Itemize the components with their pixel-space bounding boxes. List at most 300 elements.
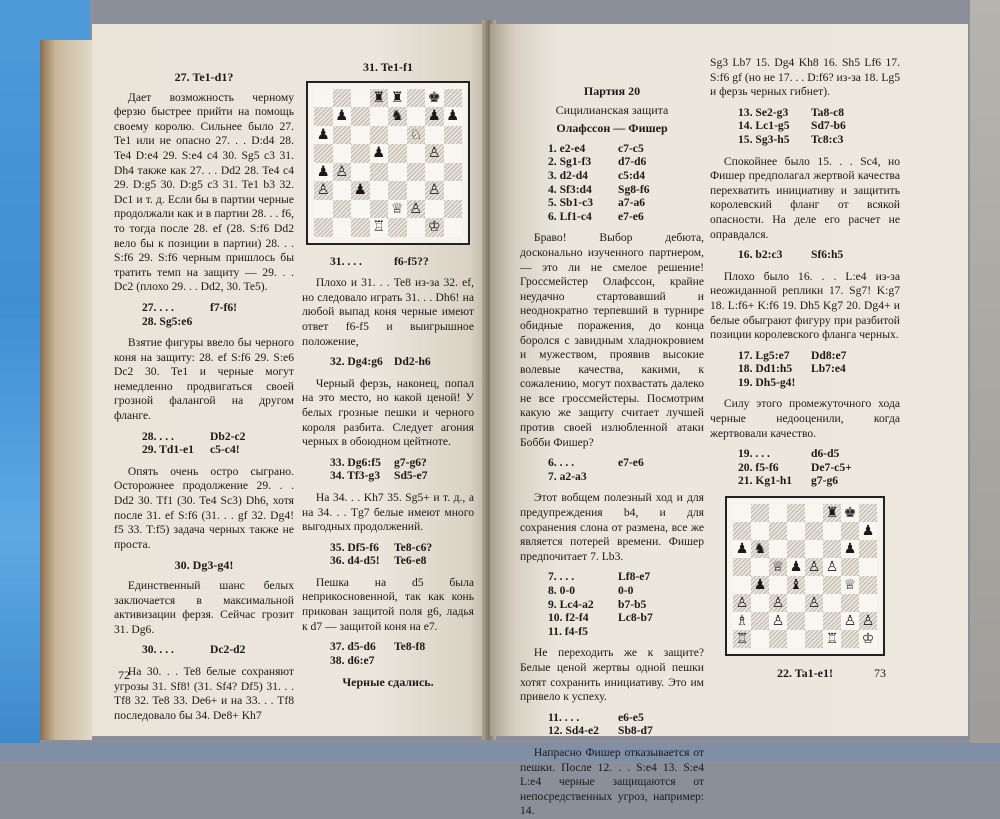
- board-square: [425, 89, 444, 108]
- white-move: 32. Dg4:g6: [330, 355, 383, 369]
- move-list: [710, 349, 900, 390]
- black-move: [612, 470, 704, 484]
- paragraph: Этот вобщем полезный ход и для предупреждения b4, и для сохранения слона от размена, все же является потерей времени. Фишер предпочитает 7. Lb3.: [520, 491, 704, 563]
- board-square: [769, 576, 787, 594]
- white-move: 19. Dh5-g4!: [738, 375, 796, 389]
- black-move: Db2-c2: [210, 429, 246, 443]
- chess-piece-icon: ♟: [735, 541, 749, 557]
- board-square: [751, 504, 769, 522]
- chess-piece-icon: ♖: [735, 631, 749, 647]
- white-move: 7. a2-a3: [548, 469, 587, 483]
- board-square: [733, 558, 751, 576]
- chess-piece-icon: ♙: [771, 595, 785, 611]
- chess-piece-icon: ♕: [390, 200, 404, 217]
- board-square: [859, 576, 877, 594]
- game-title: Партия 20: [583, 84, 641, 98]
- board-square: [841, 504, 859, 522]
- white-move: 16. b2:c3: [738, 248, 783, 262]
- board-square: [769, 522, 787, 540]
- board-square: [351, 89, 370, 108]
- white-move: 18. Dd1:h5: [738, 362, 793, 376]
- board-square: [314, 144, 333, 163]
- chess-piece-icon: ♙: [316, 182, 330, 199]
- move-list: [520, 456, 704, 483]
- board-square: [333, 163, 352, 182]
- board-square: [444, 144, 463, 163]
- background-right: [970, 0, 1000, 761]
- black-move: c5:d4: [618, 168, 646, 182]
- board-square: [823, 576, 841, 594]
- board-square: [314, 163, 333, 182]
- board-square: [407, 181, 426, 200]
- board-square: [407, 126, 426, 145]
- white-move: 6. . . .: [548, 456, 575, 470]
- white-move: 37. d5-d6: [330, 640, 376, 654]
- black-move: Lb7:e4: [811, 362, 846, 376]
- black-move: b7-b5: [618, 597, 647, 611]
- board-square: [733, 630, 751, 648]
- board-square: [769, 630, 787, 648]
- board-square: [351, 144, 370, 163]
- board-square: [333, 200, 352, 219]
- board-square: [841, 576, 859, 594]
- move-heading: Черные сдались.: [342, 675, 434, 690]
- move-list: [302, 640, 474, 667]
- white-move: 35. Df5-f6: [330, 540, 379, 554]
- chess-piece-icon: ♟: [353, 182, 367, 199]
- board-square: [388, 218, 407, 237]
- move-heading: 22. Ta1-e1!: [776, 666, 833, 681]
- board-square: [733, 540, 751, 558]
- chess-piece-icon: ♙: [735, 595, 749, 611]
- chess-piece-icon: ♙: [427, 145, 441, 162]
- board-square: [859, 522, 877, 540]
- chess-piece-icon: ♟: [446, 108, 460, 125]
- board-square: [769, 612, 787, 630]
- chess-piece-icon: ♜: [825, 505, 839, 521]
- black-move: Sb8-d7: [618, 724, 653, 738]
- chess-piece-icon: ♝: [789, 577, 803, 593]
- board-square: [314, 200, 333, 219]
- white-move: 20. f5-f6: [738, 460, 779, 474]
- white-move: 14. Lc1-g5: [738, 119, 790, 133]
- chess-piece-icon: ♞: [390, 108, 404, 125]
- board-square: [351, 126, 370, 145]
- paragraph: Напрасно Фишер отказывается от пешки. После 12. . . S:e4 13. S:e4 L:e4 черные защищаются от непосредственных угроз, например: 14.: [520, 745, 704, 818]
- black-move: c5-c4!: [210, 443, 240, 457]
- board-square: [751, 522, 769, 540]
- board-square: [859, 504, 877, 522]
- board-square: [733, 504, 751, 522]
- page-number-right: 73: [874, 666, 886, 680]
- move-list: [114, 301, 294, 328]
- board-square: [859, 540, 877, 558]
- white-move: 30. . . .: [142, 643, 174, 657]
- black-move: e6-e5: [618, 710, 644, 724]
- white-move: 17. Lg5:e7: [738, 348, 790, 362]
- black-move: 0-0: [618, 584, 634, 597]
- board-square: [823, 630, 841, 648]
- paragraph: Не переходить же к защите? Белые ценой жертвы одной пешки хотят сохранить инициативу. Это им привело к успеху.: [520, 646, 704, 704]
- game-title: Сицилианская защита: [555, 102, 669, 117]
- board-square: [823, 540, 841, 558]
- board-square: [751, 612, 769, 630]
- board-square: [351, 200, 370, 219]
- board-square: [823, 504, 841, 522]
- board-square: [370, 218, 389, 237]
- board-square: [407, 163, 426, 182]
- chess-piece-icon: ♕: [843, 577, 857, 593]
- left-page-column-2: [302, 54, 474, 696]
- board-square: [733, 612, 751, 630]
- board-square: [351, 181, 370, 200]
- paragraph: Дает возможность черному ферзю быстрее прийти на помощь своему королю. Сильнее было 27. Te1 или не опасно 27. . . D:d4 28. Te4 D:e4 29. S:e4 c4 30. Sg5 c3 31. Dh4 также как 27. . . Dd2 28. Te4 c4 29. D:g5 30. D:g5 c3 31. Te1 b3 32. Dc1 и т. д. Если бы в партии черные продолжали как и в партии 28. . . f6, то тогда после 28. ef (28. S:f6 Dd2 вело бы к позиции в партии) 28. . . S:f6 29. S:f6 черным пришлось бы тратить темп на защиту — 29. . . Dc2 (плохо 29. . . Dd2, 30. Te5).: [114, 90, 294, 294]
- page-number-left: 72: [118, 668, 130, 682]
- paragraph: Спокойнее было 15. . . Sc4, но Фишер предполагал жертвой качества перехватить инициативу и защитить королевский фланг от всякой опасности. На деле его расчет не оправдался.: [710, 154, 900, 241]
- black-move: e7-e6: [618, 209, 644, 223]
- board-square: [407, 89, 426, 108]
- right-page-column-2: [710, 56, 900, 687]
- chess-board-board2: [725, 496, 885, 656]
- black-move: a7-a6: [618, 196, 646, 210]
- board-square: [769, 540, 787, 558]
- chess-piece-icon: ♚: [843, 505, 857, 521]
- move-list: [302, 355, 474, 369]
- move-heading: 31. Te1-f1: [362, 60, 413, 74]
- white-move: 5. Sb1-c3: [548, 196, 594, 210]
- white-move: 34. Tf3-g3: [330, 469, 381, 483]
- board-square: [351, 107, 370, 126]
- white-move: 8. 0-0: [548, 584, 576, 597]
- move-list: [302, 255, 474, 269]
- board-square: [823, 612, 841, 630]
- board-square: [444, 218, 463, 237]
- black-move: Tc8:c3: [811, 132, 844, 146]
- black-move: Ta8-c8: [811, 105, 845, 119]
- chess-piece-icon: ♙: [843, 613, 857, 629]
- board-square: [787, 630, 805, 648]
- paragraph: На 34. . . Kh7 35. Sg5+ и т. д., а на 34. . . Tg7 белые имеют много выгодных продолжений.: [302, 490, 474, 534]
- board-square: [425, 126, 444, 145]
- paragraph: Пешка на d5 была неприкосновенной, так как конь прикован защитой поля g6, ладья к d7 — защитой коня на e7.: [302, 575, 474, 633]
- white-move: 21. Kg1-h1: [738, 474, 793, 488]
- white-move: 31. . . .: [330, 254, 362, 268]
- chess-piece-icon: ♜: [390, 89, 404, 106]
- board-square: [314, 89, 333, 108]
- chess-piece-icon: ♟: [843, 541, 857, 557]
- board-square: [444, 107, 463, 126]
- black-move: Dc2-d2: [210, 643, 246, 657]
- white-move: 33. Dg6:f5: [330, 455, 381, 469]
- paragraph: Взятие фигуры ввело бы черного коня на защиту: 28. ef S:f6 29. S:e6 Dc2 30. Te1 и черные могут немедленно продвигаться своей грозной фалангой на другом фланге.: [114, 336, 294, 423]
- board-square: [823, 522, 841, 540]
- board-square: [787, 612, 805, 630]
- board-square: [314, 107, 333, 126]
- board-square: [351, 218, 370, 237]
- black-move: g7-g6: [811, 474, 839, 488]
- black-move: d6-d5: [811, 447, 840, 461]
- black-move: [612, 625, 704, 639]
- board-square: [388, 181, 407, 200]
- move-list: [710, 106, 900, 147]
- board-square: [733, 522, 751, 540]
- board-square: [769, 558, 787, 576]
- board-square: [388, 107, 407, 126]
- paragraph: На 30. . . Te8 белые сохраняют угрозы 31. Sf8! (31. Sf4? Df5) 31. . . Tf8 32. Te8 33. De6+ и на 33. . . Tf8 последовало бы 34. De8+ Kh7: [114, 664, 294, 722]
- move-heading: 30. Dg3-g4!: [174, 558, 234, 573]
- move-heading: 27. Te1-d1?: [174, 70, 234, 84]
- white-move: 12. Sd4-e2: [548, 724, 599, 738]
- paragraph: Единственный шанс белых заключается в максимальной активизации ферзя. Сейчас грозит 31. Dg6.: [114, 579, 294, 636]
- board-square: [444, 163, 463, 182]
- board-square: [859, 558, 877, 576]
- black-move: Sg8-f6: [618, 182, 650, 196]
- chess-piece-icon: ♟: [316, 126, 330, 143]
- board-square: [787, 540, 805, 558]
- black-move: f7-f6!: [210, 300, 238, 314]
- black-move: De7-c5+: [811, 460, 852, 474]
- paragraph: Плохо было 16. . . L:e4 из-за неожиданной реплики 17. Sg7! K:g7 18. L:f6+ K:f6 19. Dh5 Kg7 20. Dg4+ и белые обыграют фигуру при разбитой позиции королевского фланга черных.: [710, 269, 900, 342]
- chess-piece-icon: ♟: [335, 108, 349, 125]
- move-list: [302, 456, 474, 483]
- white-move: 9. Lc4-a2: [548, 597, 594, 611]
- white-move: 19. . . .: [738, 447, 770, 461]
- left-page: [92, 24, 490, 736]
- board-square: [333, 144, 352, 163]
- board-square: [787, 504, 805, 522]
- chess-piece-icon: ♙: [335, 163, 349, 180]
- black-move: Lc8-b7: [618, 611, 653, 625]
- board-square: [351, 163, 370, 182]
- book-left-edge: [40, 40, 92, 740]
- chess-piece-icon: ♔: [427, 219, 441, 236]
- right-page-column-1: [520, 84, 704, 819]
- board-square: [841, 612, 859, 630]
- board-square: [388, 163, 407, 182]
- chess-piece-icon: ♟: [316, 163, 330, 180]
- board-square: [751, 558, 769, 576]
- board-square: [425, 218, 444, 237]
- move-list: [114, 643, 294, 657]
- board-square: [425, 107, 444, 126]
- board-square: [407, 218, 426, 237]
- chess-piece-icon: ♚: [427, 89, 441, 106]
- black-move: [388, 654, 474, 668]
- board-square: [388, 89, 407, 108]
- board-square: [805, 540, 823, 558]
- board-square: [425, 181, 444, 200]
- board-square: [444, 89, 463, 108]
- move-list: [520, 142, 704, 224]
- board-square: [333, 218, 352, 237]
- white-move: 10. f2-f4: [548, 611, 589, 625]
- board-square: [823, 594, 841, 612]
- board-square: [370, 107, 389, 126]
- board-square: [425, 144, 444, 163]
- board-square: [805, 630, 823, 648]
- board-square: [859, 630, 877, 648]
- chess-piece-icon: ♖: [372, 219, 386, 236]
- white-move: 6. Lf1-c4: [548, 209, 592, 223]
- board-square: [769, 594, 787, 612]
- black-move: f6-f5??: [394, 254, 429, 268]
- board-square: [370, 181, 389, 200]
- board-square: [751, 630, 769, 648]
- board-square: [733, 594, 751, 612]
- white-move: 7. . . .: [548, 570, 575, 584]
- board-square: [751, 594, 769, 612]
- chess-piece-icon: ♟: [372, 145, 386, 162]
- white-move: 36. d4-d5!: [330, 554, 380, 568]
- white-move: 4. Sf3:d4: [548, 182, 592, 196]
- board-square: [805, 576, 823, 594]
- board-square: [859, 612, 877, 630]
- board-square: [333, 107, 352, 126]
- board-square: [370, 89, 389, 108]
- right-page: [490, 24, 968, 818]
- paragraph: Черный ферзь, наконец, попал на это место, но какой ценой! У белых грозные пешки и черного короля разбита. Следует агония черных в обоюдном цейтноте.: [302, 376, 474, 449]
- game-title: Олафссон — Фишер: [556, 121, 668, 136]
- white-move: 28. . . .: [142, 429, 174, 443]
- chess-board-board1: [306, 81, 470, 245]
- black-move: d7-d6: [618, 155, 647, 169]
- paragraph: Браво! Выбор дебюта, досконально изученного партнером, — это ли не смелое решение! Гроссмейстер Олафссон, крайне неудачно стартовавший и неоднократно терпевший в турнире обидные поражения, до конца боролся с завидным хладнокровием и мужеством, проявив высокие волевые качества, какими, к сожалению, могут похвастать далеко не все гроссмейстеры. Посмотрим какую же защиту считает лучшей против своей излюбленной атаки Бобби Фишер?: [520, 231, 704, 449]
- paragraph: Силу этого промежуточного хода черные недооценили, когда жертвовали качество.: [710, 397, 900, 440]
- move-list: [710, 447, 900, 488]
- black-move: c7-c5: [618, 141, 644, 155]
- black-move: [805, 376, 900, 390]
- paragraph: Плохо и 31. . . Te8 из-за 32. ef, но следовало играть 31. . . Dh6! на любой выпад коня черные имеют ответ f6-f5 и выигрышное положение,: [302, 276, 474, 348]
- left-page-column-1: [114, 64, 294, 723]
- board-square: [805, 558, 823, 576]
- board-square: [805, 594, 823, 612]
- white-move: 27. . . .: [142, 300, 174, 314]
- board-square: [787, 576, 805, 594]
- board-square: [859, 594, 877, 612]
- background-blue-fabric: [0, 0, 40, 761]
- board-square: [733, 576, 751, 594]
- chess-piece-icon: ♙: [771, 613, 785, 629]
- board-wrapper: [710, 496, 900, 656]
- chess-piece-icon: ♜: [372, 89, 386, 106]
- board-grid: [733, 504, 877, 648]
- board-square: [388, 200, 407, 219]
- move-list: [520, 711, 704, 738]
- board-square: [841, 540, 859, 558]
- board-square: [333, 181, 352, 200]
- board-square: [787, 558, 805, 576]
- board-square: [388, 126, 407, 145]
- white-move: 3. d2-d4: [548, 168, 588, 182]
- chess-piece-icon: ♟: [861, 523, 875, 539]
- board-square: [823, 558, 841, 576]
- white-move: 11. . . .: [548, 710, 580, 724]
- board-square: [314, 126, 333, 145]
- black-move: Te6-e8: [394, 554, 427, 568]
- board-square: [444, 181, 463, 200]
- board-grid: [314, 89, 462, 237]
- board-square: [407, 144, 426, 163]
- chess-piece-icon: ♕: [771, 559, 785, 575]
- board-square: [751, 540, 769, 558]
- chess-piece-icon: ♙: [807, 595, 821, 611]
- chess-piece-icon: ♙: [409, 200, 423, 217]
- board-square: [425, 163, 444, 182]
- board-square: [841, 558, 859, 576]
- black-move: g7-g6?: [394, 455, 427, 469]
- board-square: [805, 522, 823, 540]
- chess-piece-icon: ♖: [825, 631, 839, 647]
- board-wrapper: [302, 81, 474, 245]
- chess-piece-icon: ♟: [427, 108, 441, 125]
- black-move: [204, 315, 294, 329]
- board-square: [333, 126, 352, 145]
- board-square: [425, 200, 444, 219]
- black-move: Sd7-b6: [811, 119, 846, 133]
- white-move: 28. Sg5:e6: [142, 314, 193, 328]
- chess-piece-icon: ♙: [861, 613, 875, 629]
- black-move: Lf8-e7: [618, 570, 651, 584]
- board-square: [370, 126, 389, 145]
- move-list: [710, 248, 900, 262]
- board-square: [787, 522, 805, 540]
- board-square: [805, 612, 823, 630]
- chess-piece-icon: ♟: [789, 559, 803, 575]
- chess-piece-icon: ♗: [735, 613, 749, 629]
- black-move: Dd2-h6: [394, 355, 431, 369]
- chess-piece-icon: ♙: [427, 182, 441, 199]
- white-move: 11. f4-f5: [548, 624, 588, 638]
- white-move: 29. Td1-e1: [142, 443, 194, 457]
- chess-piece-icon: ♙: [825, 559, 839, 575]
- board-square: [444, 126, 463, 145]
- board-square: [388, 144, 407, 163]
- black-move: Te8-c6?: [394, 540, 433, 554]
- white-move: 38. d6:e7: [330, 653, 375, 667]
- board-square: [333, 89, 352, 108]
- paragraph: Sg3 Lb7 15. Dg4 Kh8 16. Sh5 Lf6 17. S:f6 gf (но не 17. . . D:f6? из-за 18. Lg5 и ферзь черных гибнет).: [710, 56, 900, 99]
- board-square: [314, 181, 333, 200]
- black-move: Te8-f8: [394, 640, 426, 654]
- board-square: [444, 200, 463, 219]
- chess-piece-icon: ♞: [753, 541, 767, 557]
- board-square: [841, 594, 859, 612]
- move-list: [520, 570, 704, 638]
- chess-piece-icon: ♟: [753, 577, 767, 593]
- paragraph: Опять очень остро сыграно. Осторожнее продолжение 29. . . Dd2 30. Tf1 (30. Te4 Sc3) Dh6, хотя после 31. ef S:f6 (31. . . gf 32. Dg4! f5 33. T:f5) задача черных также не проста.: [114, 464, 294, 551]
- black-move: Dd8:e7: [811, 348, 847, 362]
- black-move: Sf6:h5: [811, 248, 844, 262]
- move-list: [302, 541, 474, 568]
- board-square: [370, 200, 389, 219]
- background-bottom: [0, 743, 1000, 761]
- black-move: e7-e6: [618, 456, 644, 470]
- white-move: 13. Se2-g3: [738, 105, 789, 119]
- move-list: [114, 430, 294, 457]
- chess-piece-icon: ♙: [807, 559, 821, 575]
- board-square: [370, 144, 389, 163]
- board-square: [370, 163, 389, 182]
- board-square: [751, 576, 769, 594]
- white-move: 2. Sg1-f3: [548, 155, 592, 169]
- white-move: 15. Sg3-h5: [738, 132, 790, 146]
- board-square: [314, 218, 333, 237]
- white-move: 1. e2-e4: [548, 141, 586, 155]
- board-square: [407, 200, 426, 219]
- board-square: [841, 522, 859, 540]
- chess-piece-icon: ♔: [861, 631, 875, 647]
- board-square: [769, 504, 787, 522]
